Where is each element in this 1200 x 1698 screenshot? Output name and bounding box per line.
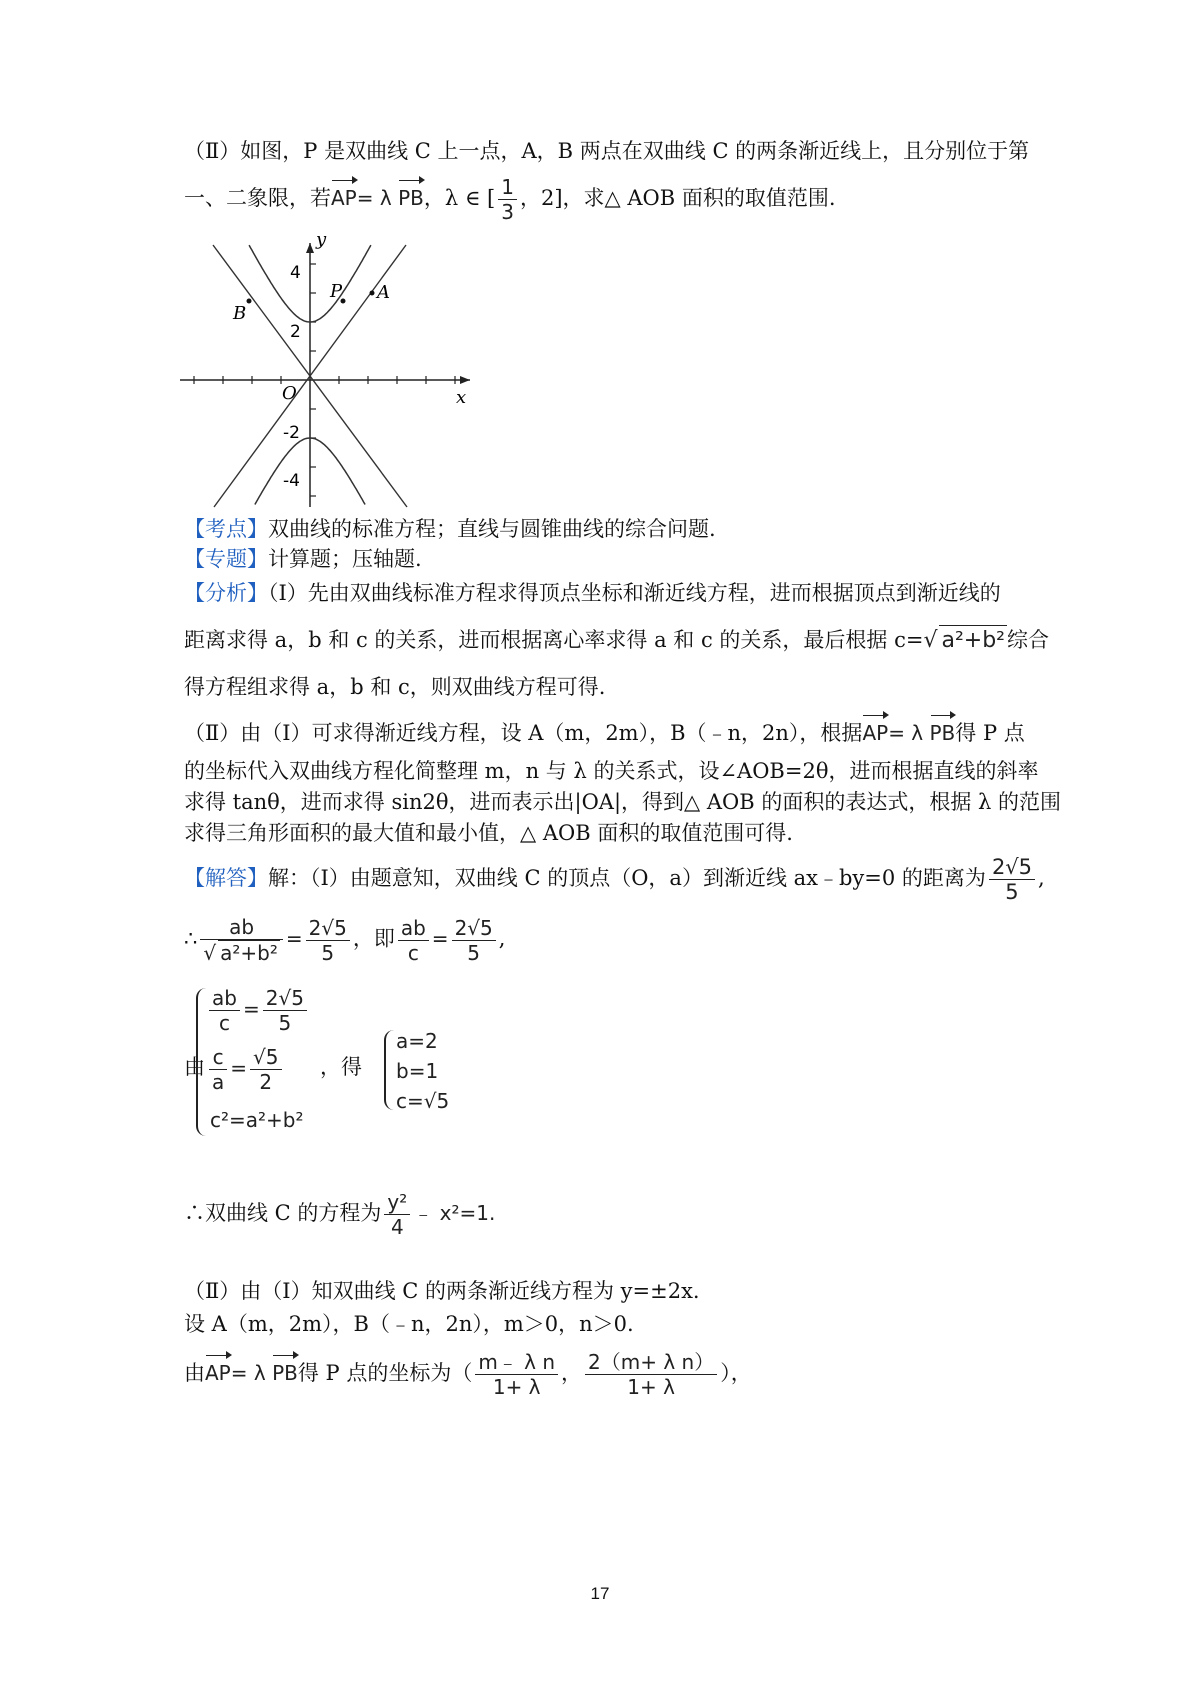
tick-label-neg2: -2 [283, 423, 300, 443]
system-you: 由 [184, 1055, 205, 1079]
result-c: c=√5 [396, 1089, 450, 1113]
page-number: 17 [590, 1584, 610, 1603]
tick-label-neg4: -4 [283, 471, 300, 491]
conclusion-line: ∴双曲线 C 的方程为 $\frac{\text{y²}}{4}$ ﹣ x²=1. [184, 1190, 496, 1239]
fenxi-line-5: 的坐标代入双曲线方程化简整理 m，n 与 λ 的关系式，设∠AOB=2θ，进而根据直线的斜率 [184, 759, 1039, 783]
part2-line-3: 由AP= λ PB得 P 点的坐标为（ $\frac{\text{m﹣ λ n}}{1+ \lambda}$ ， $\frac{\text{2（m+ λ n）}}{1+ \lambda}$ ）， [184, 1350, 752, 1399]
system-eq-1: $\frac{ab}{c}$ = $\frac{2√5}{5}$ [206, 986, 310, 1035]
x-axis-arrow [460, 376, 470, 384]
result-a: a=2 [396, 1029, 438, 1053]
fenxi-line-4: （Ⅱ）由（Ⅰ）可求得渐近线方程，设 A（m，2m），B（﹣n，2n），根据AP= λ PB得 P 点 [184, 718, 1025, 748]
kaodian-tag: 【考点】 [184, 517, 268, 541]
y-axis-label: y [316, 229, 327, 250]
fenxi-line-3: 得方程组求得 a，b 和 c，则双曲线方程可得. [184, 675, 606, 699]
fenxi-line-6: 求得 tanθ，进而求得 sin2θ，进而表示出|OA|，得到△ AOB 的面积的表达式，根据 λ 的范围 [184, 790, 1062, 814]
jieda-line-2: ∴ $\frac{ab}{\text{√ a²+b²}}$ = $\frac{2√5}{5}$ ，即 $\frac{ab}{c}$ = $\frac{2√5}{5}$ , [184, 915, 506, 965]
system-eq-2: $\frac{c}{a}$ = $\frac{√5}{2}$ [206, 1045, 285, 1094]
problem-line-2: 一、二象限，若AP= λ PB，λ ∈ [ $\frac{1}{3}$ ，2]，求△ AOB 面积的取值范围. [184, 175, 836, 224]
jieda-tag: 【解答】 [184, 866, 268, 890]
system-eq-3: c²=a²+b² [210, 1108, 304, 1132]
vector-pb: PB [398, 183, 424, 213]
vector-ap: AP [331, 183, 357, 213]
point-b-dot [247, 299, 252, 304]
hyperbola-graph [180, 229, 480, 510]
point-b-label: B [233, 303, 247, 324]
x-axis-label: x [456, 387, 467, 408]
point-a-label: A [377, 282, 390, 303]
fraction-one-third: $\frac{1}{3}$ [498, 175, 517, 224]
fenxi-line-1: 【分析】（Ⅰ）先由双曲线标准方程求得顶点坐标和渐近线方程，进而根据顶点到渐近线的 [184, 581, 1001, 605]
point-p-label: P [330, 281, 343, 302]
result-left-brace [384, 1030, 396, 1110]
problem-line-1: （Ⅱ）如图，P 是双曲线 C 上一点，A，B 两点在双曲线 C 的两条渐近线上，且分别位于第 [184, 139, 1030, 163]
fenxi-line-2: 距离求得 a，b 和 c 的关系，进而根据离心率求得 a 和 c 的关系，最后根据 c=√ a²+b²综合 [184, 625, 1049, 656]
y-axis-arrow [306, 243, 314, 253]
zhuanti-tag: 【专题】 [184, 547, 268, 571]
tick-label-2: 2 [290, 322, 301, 342]
system-de: ，得 [320, 1055, 362, 1079]
fenxi-tag: 【分析】 [184, 581, 268, 605]
part2-line-1: （Ⅱ）由（Ⅰ）知双曲线 C 的两条渐近线方程为 y=±2x. [184, 1279, 700, 1303]
part2-line-2: 设 A（m，2m），B（﹣n，2n），m＞0，n＞0. [184, 1312, 634, 1336]
point-a-dot [370, 291, 375, 296]
origin-label: O [282, 383, 297, 404]
tick-label-4: 4 [290, 263, 301, 283]
result-b: b=1 [396, 1059, 439, 1083]
kaodian-line: 【考点】双曲线的标准方程；直线与圆锥曲线的综合问题. [184, 517, 716, 541]
fenxi-line-7: 求得三角形面积的最大值和最小值，△ AOB 面积的取值范围可得. [184, 821, 793, 845]
jieda-line-1: 【解答】解：（Ⅰ）由题意知，双曲线 C 的顶点（O，a）到渐近线 ax﹣by=0 的距离为 $\frac{2√5}{5}$ , [184, 855, 1045, 904]
zhuanti-line: 【专题】计算题；压轴题. [184, 547, 422, 571]
